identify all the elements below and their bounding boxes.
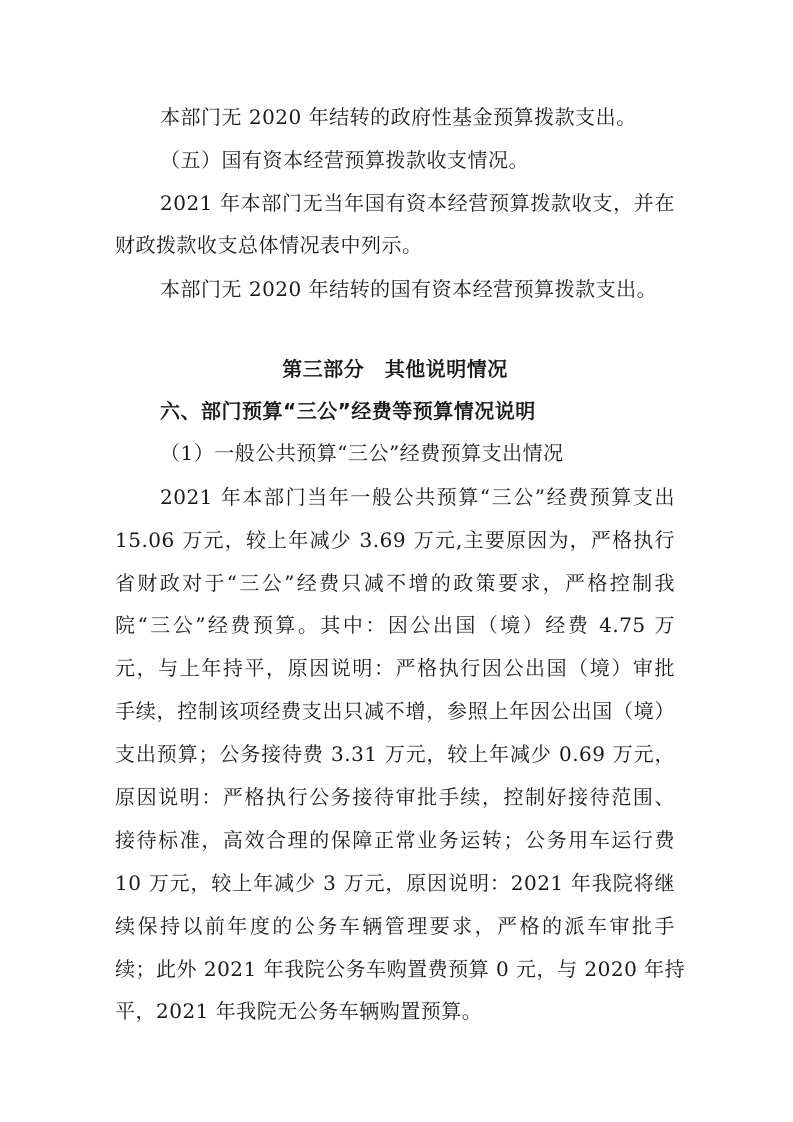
section-subheading: （五）国有资本经营预算拨款收支情况。 <box>160 148 529 172</box>
paragraph-line: 财政拨款收支总体情况表中列示。 <box>115 233 423 257</box>
paragraph-line: 手续，控制该项经费支出只减不增，参照上年因公出国（境） <box>115 699 675 723</box>
paragraph-line: 续保持以前年度的公务车辆管理要求，严格的派车审批手 <box>115 914 675 938</box>
paragraph-line: 元，与上年持平，原因说明：严格执行因公出国（境）审批 <box>115 656 675 680</box>
paragraph-line: 平，2021 年我院无公务车辆购置预算。 <box>115 999 483 1023</box>
section-subheading: （1）一般公共预算“三公”经费预算支出情况 <box>160 441 564 465</box>
paragraph-line: 15.06 万元，较上年减少 3.69 万元,主要原因为，严格执行 <box>115 528 675 552</box>
paragraph-line: 院“三公”经费预算。其中：因公出国（境）经费 4.75 万 <box>115 613 675 637</box>
paragraph-line: 本部门无 2020 年结转的国有资本经营预算拨款支出。 <box>160 277 658 301</box>
paragraph-line: 2021 年本部门当年一般公共预算“三公”经费预算支出 <box>160 485 675 509</box>
paragraph-line: 续；此外 2021 年我院公务车购置费预算 0 元，与 2020 年持 <box>115 957 686 981</box>
paragraph-line: 接待标准，高效合理的保障正常业务运转；公务用车运行费 <box>115 828 675 852</box>
paragraph-line: 原因说明：严格执行公务接待审批手续，控制好接待范围、 <box>115 785 675 809</box>
paragraph-line: 支出预算；公务接待费 3.31 万元，较上年减少 0.69 万元， <box>115 742 675 766</box>
paragraph-line: 省财政对于“三公”经费只减不增的政策要求，严格控制我 <box>115 571 675 595</box>
paragraph-line: 10 万元，较上年减少 3 万元，原因说明：2021 年我院将继 <box>115 871 675 895</box>
section-heading: 六、部门预算“三公”经费等预算情况说明 <box>160 399 536 423</box>
paragraph-line: 2021 年本部门无当年国有资本经营预算拨款收支，并在 <box>160 191 675 215</box>
part-heading: 第三部分 其他说明情况 <box>282 357 508 381</box>
paragraph-line: 本部门无 2020 年结转的政府性基金预算拨款支出。 <box>160 105 637 129</box>
